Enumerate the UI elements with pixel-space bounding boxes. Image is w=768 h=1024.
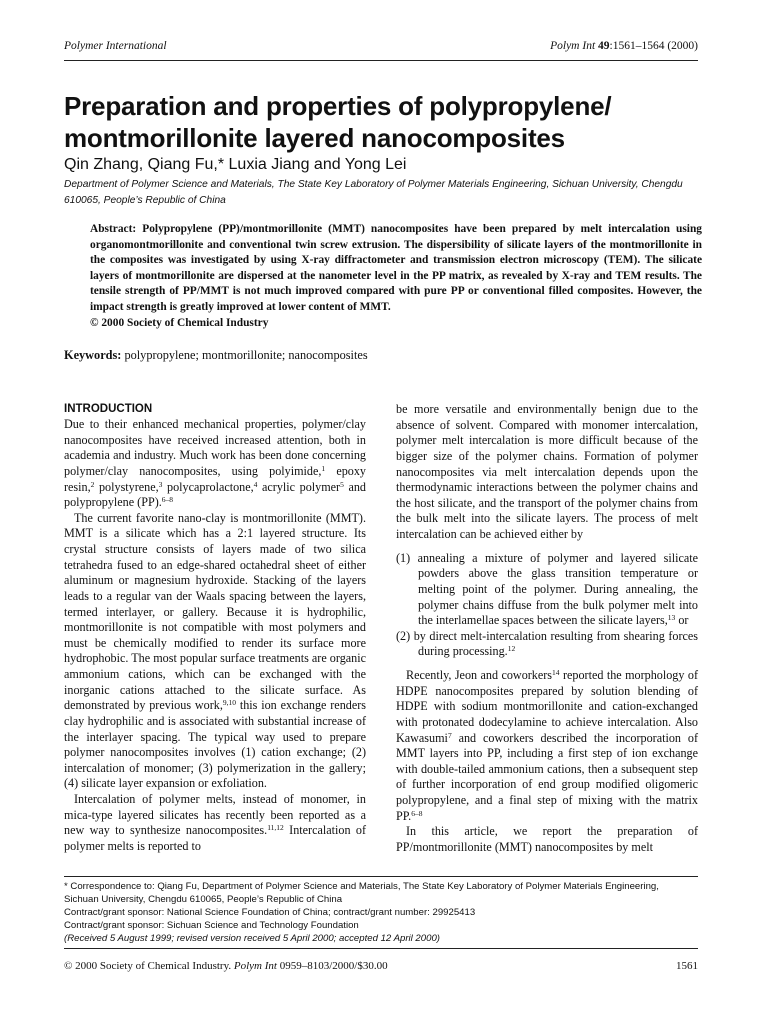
- text: and polypropylene (PP).: [64, 479, 366, 510]
- footnote-rule: [64, 876, 698, 877]
- keywords: [64, 348, 368, 363]
- text: polystyrene,: [94, 479, 159, 494]
- citation-journal: Polym Int: [550, 40, 596, 52]
- text: polycaprolactone,: [162, 479, 254, 494]
- ref-12: 12: [507, 644, 516, 654]
- footer-journal: Polym Int: [231, 960, 277, 972]
- footnotes: [64, 880, 704, 945]
- text: or: [675, 613, 689, 628]
- footnote-received: (Received 5 August 1999; revised version received 5 April 2000; accepted 12 April 2000): [64, 933, 440, 944]
- affiliation-line-1: Department of Polymer Science and Materials, The State Key Laboratory of Polymer Materials Engineering, Sichuan University, Chengdu: [64, 179, 683, 190]
- ref-6-8b: 6–8: [411, 808, 423, 818]
- page-number: 1561: [676, 960, 698, 972]
- ref-9-10: 9,10: [222, 698, 236, 708]
- text: this ion exchange renders clay hydrophilic and is associated with substantial increase of the interlayer spacing. The typical way used to prepare polymer nanocomposites involves (1) cation exchange; (2) intercalation of monomer; (3) polymerization in the gallery; (4) silicate layer expansion or exfoliation.: [64, 698, 366, 791]
- keywords-value: polypropylene; montmorillonite; nanocomposites: [121, 348, 368, 362]
- article-title: [64, 90, 714, 154]
- footnote-correspondence: * Correspondence to: Qiang Fu, Department of Polymer Science and Materials, The State Key Laboratory of Polymer Materials Engineering,: [64, 881, 659, 892]
- text: (2) by direct melt-intercalation resulting from shearing forces during processing.: [396, 628, 698, 659]
- text: Intercalation of polymer melts, instead of monomer, in mica-type layered silicates has recently been reported as a new way to synthesize nanocomposites.: [64, 792, 366, 838]
- title-line-2: montmorillonite layered nanocomposites: [64, 123, 565, 153]
- left-column: [64, 402, 366, 855]
- abstract-text: Abstract: Polypropylene (PP)/montmorillonite (MMT) nanocomposites have been prepared by melt intercalation using organomontmorillonite and conventional twin screw extrusion. The dispersibility of silicate layers of the montmorillonite in the composites was investigated by using X-ray diffractometer and transmission electron microscopy (TEM). The silicate layers of montmorillonite are dispersed at the nanometer level in the PP matrix, as revealed by X-ray and TEM results. The tensile strength of PP/MMT is not much improved compared with pure PP or conventional filled composites. However, the impact strength is greatly improved at lower content of MMT.: [90, 223, 702, 313]
- ref-1: 1: [321, 463, 326, 473]
- abstract: [90, 222, 702, 331]
- keywords-label: Keywords:: [64, 348, 122, 362]
- right-column: [396, 402, 698, 856]
- footnote-grant-1: Contract/grant sponsor: National Science Foundation of China; contract/grant number: 29925413: [64, 907, 476, 918]
- footer-rule: [64, 948, 698, 949]
- intro-paragraph-3: [64, 792, 366, 855]
- footer-copyright: © 2000 Society of Chemical Industry.: [64, 960, 232, 972]
- footer-citation: [64, 960, 388, 972]
- footer-issn: 0959–8103/2000/$30.00: [276, 960, 388, 972]
- citation-volume: 49: [598, 40, 610, 52]
- affiliation: [64, 177, 724, 209]
- intro-paragraph-6: In this article, we report the preparation of PP/montmorillonite (MMT) nanocomposites by melt: [396, 824, 698, 854]
- ref-2: 2: [90, 479, 95, 489]
- header-rule: [64, 60, 698, 61]
- text: acrylic polymer: [257, 479, 341, 494]
- ref-4: 4: [253, 479, 258, 489]
- ref-5: 5: [340, 479, 344, 489]
- section-heading-introduction: INTRODUCTION: [64, 403, 153, 415]
- title-line-1: Preparation and properties of polypropylene/: [64, 91, 612, 121]
- abstract-copyright: © 2000 Society of Chemical Industry: [90, 316, 269, 329]
- list-item-2: [396, 629, 698, 660]
- footnote-address: Sichuan University, Chengdu 610065, People’s Republic of China: [64, 894, 343, 905]
- journal-name: Polymer International: [64, 40, 167, 52]
- intro-paragraph-4: be more versatile and environmentally benign due to the absence of solvent. Compared with monomer intercalation, polymer melt intercalation is more difficult because of the bigger size of the polymer chains. Formation of polymer nanocomposites via melt intercalation depends upon the thermodynamic interactions between the polymer chains and the host silicate, and the transport of the polymer chains from the bulk melt into the silicate layers. The process of melt intercalation can be achieved either by: [396, 402, 698, 541]
- affiliation-line-2: 610065, People’s Republic of China: [64, 195, 226, 206]
- text: reported the morphology of HDPE nanocomposites prepared by solution blending of HDPE with sodium montmorillonite and cation-exchanged with protonated dodecylamine to achieve intercalation. Also Kawasumi: [396, 668, 698, 745]
- text: epoxy resin,: [64, 463, 366, 494]
- ref-11-12: 11,12: [267, 823, 284, 833]
- authors: Qin Zhang, Qiang Fu,* Luxia Jiang and Yong Lei: [64, 156, 407, 173]
- intro-paragraph-2: [64, 511, 366, 792]
- intro-paragraph-5: [396, 668, 698, 824]
- citation-pages: :1561–1564 (2000): [609, 40, 698, 52]
- text: The current favorite nano-clay is montmorillonite (MMT). MMT is a silicate which has a 2:1 layered structure. Its crystal structure consists of layers made of two silica tetrahedra fused to an edge-shared octahedral sheet of either aluminum or magnesium hydroxide. Stacking of the layers leads to a regular van der Waals spacing between the layers, termed interlayer, or gallery. Because it is hydrophilic, montmorillonite is not compatible with most polymers and must be chemically modified to render its surface more hydrophobic. The most popular surface treatments are organic ammonium cations, which can be exchanged with the inorganic cations attached to the silicate surface. As demonstrated by previous work,: [64, 510, 366, 713]
- text: (1) annealing a mixture of polymer and layered silicate powders above the glass transition temperature or melting point of the polymer. During annealing, the polymer chains diffuse from the bulk polymer melt into the interlamellae spaces between the silicate layers,: [396, 550, 698, 628]
- text: Due to their enhanced mechanical properties, polymer/clay nanocomposites have received increased attention, both in academia and industry. Much work has been done concerning polymer/clay nanocomposites, using polyimide,: [64, 417, 366, 478]
- text: and coworkers described the incorporation of MMT layers into PP, including a first step of ion exchange with double-tailed ammonium cations, then a subsequent step of further incorporation of end group modified oligomeric polypropylene, and a final step of mixing with the matrix PP.: [396, 730, 698, 823]
- ref-14: 14: [552, 668, 560, 677]
- list-item-1: [396, 551, 698, 629]
- text: Intercalation of polymer melts is reported to: [64, 823, 367, 853]
- ref-13: 13: [667, 613, 676, 623]
- citation: [550, 40, 698, 52]
- intro-paragraph-1: [64, 417, 366, 511]
- text: Recently, Jeon and coworkers: [406, 668, 553, 682]
- ref-7: 7: [447, 730, 452, 740]
- ref-6-8: 6–8: [161, 495, 174, 505]
- footnote-grant-2: Contract/grant sponsor: Sichuan Science and Technology Foundation: [64, 920, 359, 931]
- ref-3: 3: [158, 479, 163, 489]
